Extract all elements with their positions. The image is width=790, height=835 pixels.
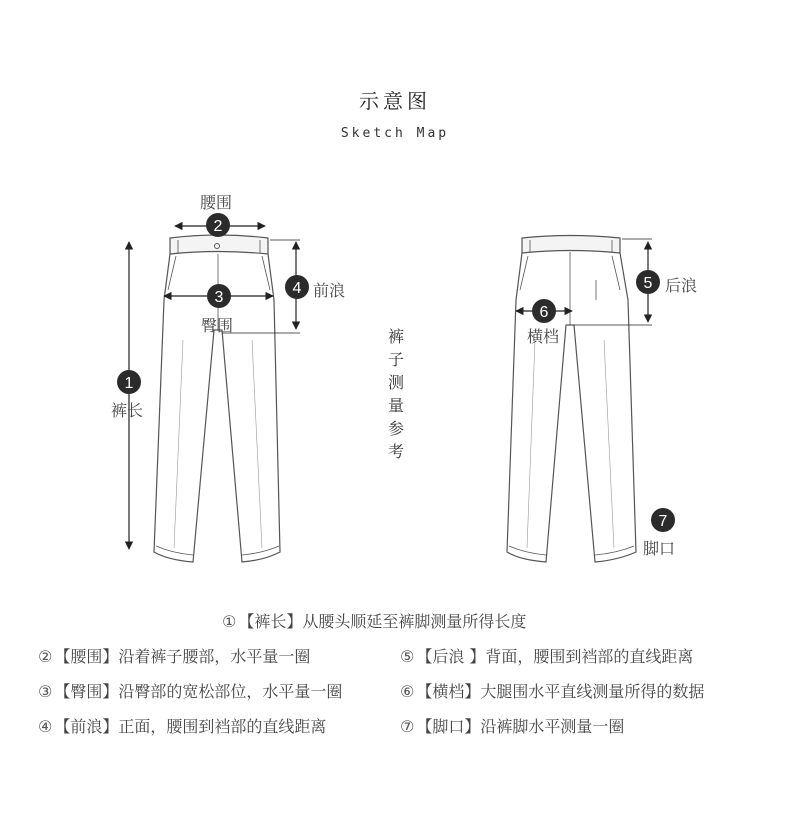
front-measure-lines [129, 226, 300, 549]
legend-number: ② [38, 647, 53, 666]
legend-number: ⑤ [400, 647, 415, 666]
page-title: 示意图 [359, 89, 431, 113]
legend-item-1 [222, 609, 526, 632]
badge-number: 4 [292, 280, 302, 297]
badge-7 [651, 508, 675, 532]
caption-char: 参 [387, 419, 404, 438]
badge-number: 2 [213, 218, 223, 235]
badge-2 [206, 213, 230, 237]
label-back-rise: 后浪 [665, 276, 698, 295]
legend-number: ⑦ [400, 717, 415, 736]
legend-text: 【后浪 】背面，腰围到裆部的直线距离 [416, 647, 694, 666]
legend-text: 【前浪】正面，腰围到裆部的直线距离 [54, 717, 327, 736]
legend-item-2 [38, 644, 310, 667]
label-waist: 腰围 [200, 193, 233, 212]
badge-number: 7 [658, 513, 668, 530]
legend-number: ④ [38, 717, 53, 736]
badge-number: 6 [539, 304, 549, 321]
caption-char: 子 [387, 350, 404, 369]
badge-number: 5 [643, 275, 653, 292]
caption-char: 量 [387, 396, 404, 415]
legend-text: 【脚口】沿裤脚水平测量一圈 [416, 717, 625, 736]
legend-text: 【裤长】从腰头顺延至裤脚测量所得长度 [238, 612, 527, 631]
legend-number: ① [222, 612, 237, 631]
front-pants-outline [154, 235, 280, 562]
badge-5 [636, 270, 660, 294]
center-vertical-caption [386, 325, 406, 463]
legend-text: 【横档】大腿围水平直线测量所得的数据 [416, 682, 705, 701]
legend-item-5 [400, 644, 693, 667]
badge-number: 3 [214, 289, 224, 306]
legend-item-7 [400, 714, 624, 737]
caption-char: 考 [387, 442, 404, 461]
label-thigh: 横档 [527, 327, 560, 346]
label-front-rise: 前浪 [313, 281, 346, 300]
legend-number: ③ [38, 682, 53, 701]
legend-text: 【臀围】沿臀部的宽松部位，水平量一圈 [54, 682, 343, 701]
legend-item-6 [400, 679, 704, 702]
legend-item-4 [38, 714, 326, 737]
label-hip: 臀围 [201, 316, 234, 335]
badge-3 [207, 284, 231, 308]
caption-char: 测 [387, 373, 404, 392]
legend-number: ⑥ [400, 682, 415, 701]
badge-number: 1 [124, 375, 134, 392]
badge-6 [532, 299, 556, 323]
back-pants-outline [507, 236, 636, 563]
caption-char: 裤 [387, 327, 404, 346]
label-hem: 脚口 [643, 539, 676, 558]
label-length: 裤长 [111, 401, 144, 420]
legend-text: 【腰围】沿着裤子腰部，水平量一圈 [54, 647, 311, 666]
badge-1 [117, 370, 141, 394]
page-subtitle: Sketch Map [340, 126, 450, 141]
badge-4 [285, 275, 309, 299]
legend-item-3 [38, 679, 342, 702]
